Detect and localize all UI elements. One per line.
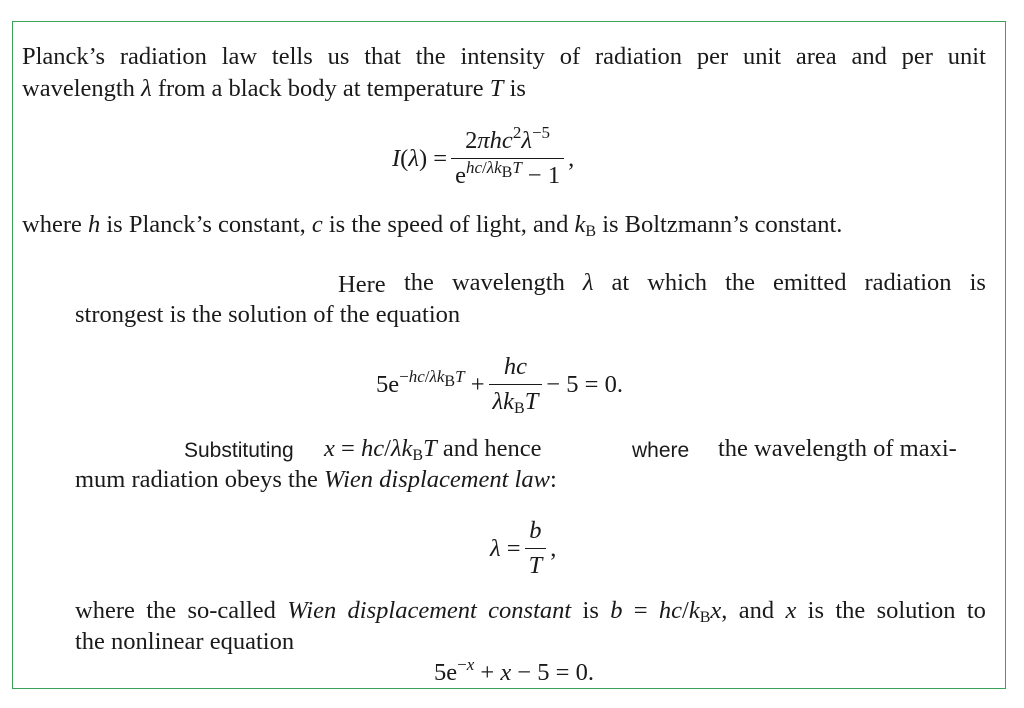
constants-line: where h is Planck’s constant, c is the speed of light, and $k_B$ is Boltzmann’s constant. <box>22 211 843 240</box>
max-rhs: − 5 = 0. <box>546 370 623 398</box>
final-line-2: the nonlinear equation <box>75 628 295 655</box>
nonlinear-equation: $5e^{-x} + x - 5 = 0$. <box>434 655 594 686</box>
here-line-1: the wavelength λ at which the emitted radiation is <box>404 269 986 296</box>
substituting-line-1-rest: the wavelength of maxi- <box>718 435 957 462</box>
planck-lhs: I(λ) = <box>392 144 448 172</box>
max-numerator: hc <box>503 353 527 380</box>
planck-numerator: $2\pi hc^2\lambda^{-5}$ <box>465 123 551 154</box>
here-word: Here <box>338 271 386 298</box>
wien-trail: , <box>550 534 557 562</box>
wien-equation <box>490 516 556 581</box>
here-line-2: strongest is the solution of the equation <box>75 301 461 328</box>
wien-lhs: λ = <box>490 534 521 562</box>
wien-numerator: b <box>529 517 542 544</box>
final-line-1: where the so-called Wien displacement constant is b = $hc/k_Bx$, and x is the solution to <box>75 597 986 626</box>
max-term1: $5e^{-hc/\lambda k_BT}$ + <box>376 366 485 398</box>
max-equation <box>376 352 623 417</box>
intro-line-2: wavelength λ from a black body at temperature T is <box>22 75 526 102</box>
intro-line-1: Planck’s radiation law tells us that the intensity of radiation per unit area and per unit <box>22 43 986 70</box>
where-word: where <box>632 439 690 462</box>
substituting-word: Substituting <box>184 439 294 462</box>
planck-denominator: $e^{hc/\lambda k_BT} - 1$ <box>451 158 564 191</box>
max-fraction <box>489 352 543 417</box>
max-denominator: $\lambda k_BT$ <box>489 384 543 417</box>
planck-fraction <box>451 123 564 191</box>
planck-trail: , <box>568 144 575 172</box>
wien-fraction <box>525 516 547 581</box>
planck-equation <box>392 123 575 191</box>
wien-denominator: T <box>525 548 547 581</box>
substituting-expr: $x = hc/\lambda k_BT$ and hence <box>324 435 542 464</box>
substituting-line-2: mum radiation obeys the Wien displacement law: <box>75 466 557 493</box>
